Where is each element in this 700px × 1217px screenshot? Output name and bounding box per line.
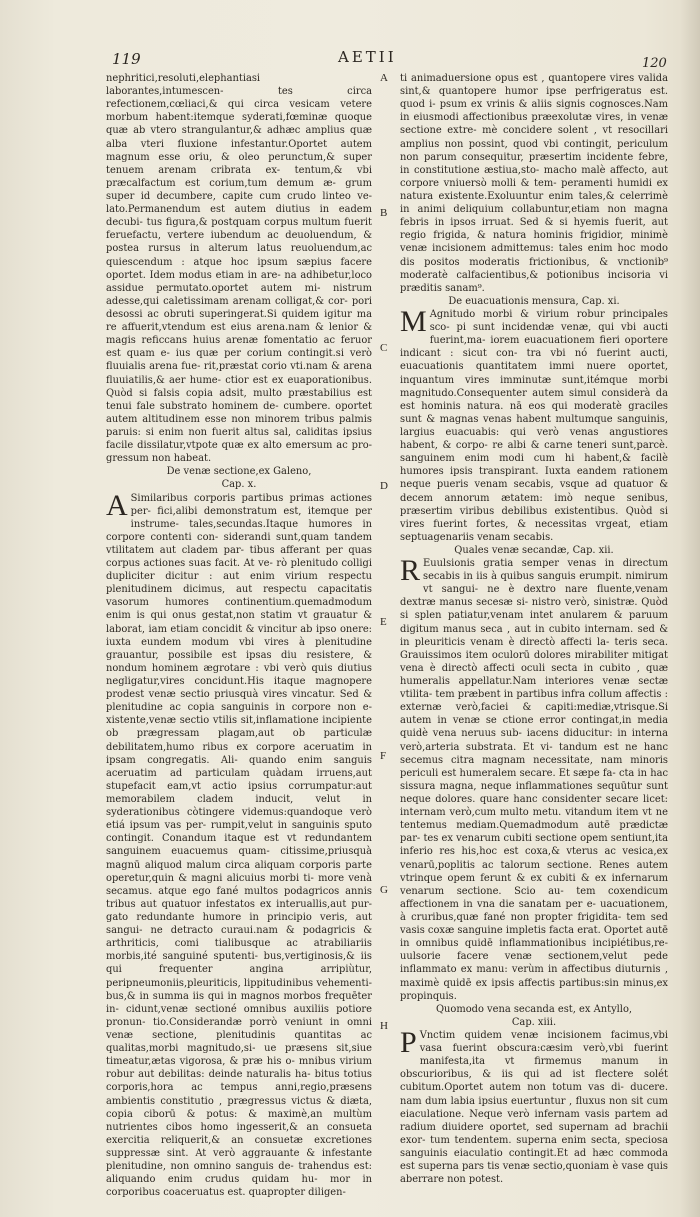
right-paragraph-3-text: Euulsionis gratia semper venas in directum secabis in iis à quibus sanguis erumpit. nimirum vt sangui- ne è dextro nare fluente,venam dextræ manus secesæ si- nistro verò, sinistræ. Quòd si splen patiatur,venam intet anularem & paruum digitum manus seca , aut in cubito internam. sed & in pleuriticis venam è directò affecti la- teris seca. Grauissimos item oculorū dolores mirabiliter mitigat vena è directò affecti oculi secta in cubito , quæ humeralis appellatur.Nam interiores venæ sectæ vtilita- tem præbent in partibus infra collum affectis : externæ verò,faciei & capiti:mediæ,vtrisque.Si autem in venæ se ctione error contingat,in media quidè vena neruus sub- iacens diducitur: in interna verò,arteria substrata. Et vi- tandum est ne hanc secemus citra magnam necessitate, nam minoris periculi est humeralem secare. Et sæpe fa- cta in hac sissura magna, neque inflammationes sequūtur sunt neque dolores. quare hanc considenter secare licet: internam verò,cum multo metu. vitandum item vt ne tentemus mediam.Quemadmodum autē prædictæ par- tes ex venarum cubiti sectione opem sentiunt,ita inferio res his,hoc est coxa,& vterus ac vesica,ex venarū,poplitis ac talorum sectione. Renes autem vtrinque opem ferunt & ex cubiti & ex infernarum venarum sectione. Scio au- tem coxendicum affectionem in vna die sanatam per e- uacuationem, à cruribus,quæ fané non propter frigidita- tem sed vasis coxæ sanguine impletis facta erat. Oportet autē in omnibus quidē inflammationibus incipiétibus,re- uulsorie facere venæ sectionem,velut pede inflammato ex manu: verùm in affectibus diuturnis , maximè quidē ex ipsis affectis partibus:sin minus,ex propinquis. bbox=[400, 558, 668, 1002]
margin-letter-e: E bbox=[380, 616, 387, 628]
margin-letter-c: C bbox=[380, 342, 388, 354]
running-title: AETII bbox=[338, 48, 397, 66]
margin-letter-b: B bbox=[380, 207, 388, 219]
page-number-left: 119 bbox=[112, 50, 141, 68]
drop-cap-m: M bbox=[400, 304, 427, 338]
margin-letter-f: F bbox=[380, 750, 387, 762]
chapter-number-xiii: Cap. xiii. bbox=[511, 1016, 557, 1028]
left-paragraph-2-text: Similaribus corporis partibus primas actiones per- fici,alibi demonstratum est, itemque per instrume- tales,secundas.Itaque humores in corpore contenti con- siderandi sunt,quam tandem vtilitatem aut cladem par- tibus afferant per quas corpus actiones suas facit. At ve- rò plenitudo colligi dupliciter dicitur : aut enim virium respectu plenitudinem dicimus, aut respectu capacitatis vasorum humores continentium.quemadmodum enim is qui onus gestat,non statim vt grauatur & laborat, iam etiam concidit & vincitur ab ipso onere: iuxta eundem modum vbi vires à plenitudine grauantur, possibile est ipsas diu resistere, & nondum hominem ægrotare : vbi verò quis diutius negligatur,vires concidunt.His itaque magnopere prodest venæ sectio priusquà vires vincatur. Sed & plenitudine ac copia sanguinis in corpore non e- xistente,venæ sectio vtilis sit,inflamatione incipiente ob prægressam plagam,aut ob particulæ debilitatem,humo ribus ex corpore aceruatim in ipsam congregatis. Ali- quando enim sanguis aceruatim ad particulam quàdam irruens,aut stupefacit eam,vt actio ipsius corrumpatur:aut memorabilem cladem inducit, velut in syderationibus còtingere videmus:quandoque verò etiá ipsum vas per- rumpit,velut in sanguinis sputo contingit. Conandum itaque est vt redundantem sanguinem euacuemus quam- citissime,priusquà magnū aliquod malum circa aliquam corporis parte operetur,quin & magni alicuius morbi ti- more venà secamus. atque ego fané multos podagricos annis tribus aut quatuor infestatos ex interuallis,aut pur- gato redundante humore in principio veris, aut sangui- ne detracto curaui.nam & podagricis & arthriticis, comi tialibusque ac atrabiliariis morbis,ité sanguiné sputenti- bus,vertiginosis,& iis qui frequenter angina arripiùtur, peripneumoniis,pleuriticis, lippitudinibus vehementi- bus,& in summa iis qui in magnos morbos frequēter in- cidunt,venæ sectioné omnibus auxiliis potiore pronun- tio.Considerandæ porrò veniunt in omni venæ sectione, plenitudinis quantitas ac qualitas,morbi magnitudo,si- ue præsens sit,siue timeatur,ætas vigorosa, & præ his o- mnibus virium robur aut debilitas: deinde naturalis ha- bitus totius corporis,hora ac tempus anni,regio,præsens ambientis constitutio , prægressus victus & diæta, copia ciborū & potus: & maximè,an multùm nutrientes cibos homo ingesserit,& an consueta exercitia reliquerit,& an consuetæ excretiones suppressæ sint. At verò aggrauante & infestante plenitudine, non omnino sanguis de- trahendus est: aliquando enim crudus quidam hu- mor in corporibus coaceruatus est. quapropter diligen- bbox=[106, 492, 372, 1199]
drop-cap-r: R bbox=[400, 554, 421, 588]
page-number-right: 120 bbox=[642, 56, 667, 71]
margin-letter-h: H bbox=[380, 1020, 388, 1032]
section-heading-quales-text: Quales venæ secandæ, bbox=[454, 544, 570, 556]
section-heading-galen: De venæ sectione,ex Galeno, bbox=[166, 466, 312, 478]
right-paragraph-4-text: Vnctim quidem venæ incisionem facimus,vbi vasa fuerint obscura:cæsim verò,vbi fuerint manifesta,ita vt firmemus manum in obscurioribus, & iis qui ad ist flectere solét cubitum.Oportet autem non totum vas di- ducere. nam dum labia ipsius euertuntur , fluxus non sit cum eiaculatione. Neque verò infernam vasis partem ad radium diuidere oportet, sed supernam ad brachii exor- tum tendentem. superna enim secta, speciosa sanguinis eiaculatio contingit.Et ad hæc commoda est superna pars tis venæ sectio,quoniam è vase quis aberrare non potest. bbox=[400, 1029, 668, 1186]
section-heading-mensura-text: De euacuationis mensura, bbox=[448, 295, 579, 307]
drop-cap-p: P bbox=[400, 1025, 417, 1059]
margin-letter-d: D bbox=[380, 480, 388, 492]
drop-cap-a: A bbox=[106, 488, 128, 522]
chapter-number-xii: Cap. xii. bbox=[572, 544, 614, 556]
right-paragraph-4 bbox=[400, 1025, 668, 1186]
section-heading-quales bbox=[400, 544, 668, 557]
chapter-number-xi: Cap. xi. bbox=[581, 295, 620, 307]
right-paragraph-3 bbox=[400, 554, 668, 1003]
chapter-number-x: Cap. x. bbox=[221, 479, 257, 491]
right-paragraph-1: ti animaduersione opus est , quantopere vires valida sint,& quantopere humor ipse perfrigeratus est. quod i- psum ex vrinis & aliis signis cognosces.Nam in eiusmodi affectionibus præexolutæ vires, in venæ sectione extre- mè concidere solent , vt resocillari amplius non possint, quod vbi contingit, periculum non parum consequitur, præsertim incidente febre, in constitutione æstiua,sto- macho malè affecto, aut corpore vniuersò molli & tem- peramenti humidi ex natura existente.Exoluuntur enim tales,& celerrimè in animi deliquium collabuntur,etiam non magna febris in ipsos irruat. Sed & si hyemis fuerit, aut regio frigida, & natura hominis frigidior, minimè venæ incisionem admittemus: tales enim hoc modo dis positos moderatis frictionibus, & vnctionib⁹ moderatè calfacientibus,& potionibus incisoria vi præditis sanam⁹. bbox=[400, 73, 668, 294]
left-paragraph-1: nephritici,resoluti,elephantiasi laborantes,intumescen- tes circa refectionem,cœliaci,& qui circa vesicam vetere morbum habent:itemque syderati,fœminæ quoque quæ ab vtero strangulantur,& adhæc amplius quæ alba vteri fluxione infestantur.Oportet autem magnum esse oriu, & oleo perunctum,& super tenuem arenam cribrata ex- tentum,& vbi præcalfactum est corium,tum demum æ- grum super id decumbere, capite cum crudo linteo ve- lato.Permanendum est autem diutius in eadem decubi- tus figura,& postquam corpus multum fuerit feruefactu, vertere iubendum ac deuoluendum, & postea rursus in alterum latus reuoluendum,ac quiescendum : atque hoc ipsum sæpius facere oportet. Idem modus etiam in are- na adhibetur,loco assidue permutato.oportet autem mi- nistrum adesse,qui caletissimam arenam colligat,& cor- pori desossi ac obruti superingerat.Si quidem igitur ma re affuerit,vtendum est eius arena.nam & lenior & magis reficcans huius arenæ fomentatio ac feruor est quam e- ius quæ per corium contingit.si verò fluuialis arena fue- rit,præstat corio vti.nam & arena fluuiatilis,& aer hume- ctior est ex euaporationibus. Quòd si falsis copia adsit, multo præstabilius est tenui fale substrato hominem de- cumbere. oportet autem altitudinem esse non minorem tribus palmis paruis: si enim non fuerit altus sal, caliditas ipsius facile dissilatur,vtpote quæ ex alto emersum ac pro- gressum non habeat. bbox=[106, 73, 372, 465]
running-header bbox=[0, 44, 700, 74]
margin-letter-g: G bbox=[380, 884, 388, 896]
section-heading-mensura bbox=[400, 295, 668, 308]
left-paragraph-2 bbox=[106, 488, 372, 1200]
section-heading-antyllus: Quomodo vena secanda est, ex Antyllo, bbox=[435, 1003, 633, 1015]
left-column bbox=[106, 72, 372, 1199]
page-edge-shadow bbox=[680, 0, 700, 1217]
right-column bbox=[400, 72, 668, 1186]
margin-letter-a: A bbox=[380, 72, 388, 84]
right-paragraph-2 bbox=[400, 304, 668, 544]
right-paragraph-2-text: Agnitudo morbi & virium robur principales sco- pi sunt incidendæ venæ, qui vbi aucti fuerint,ma- iorem euacuationem fieri oportere indicant : sicut con- tra vbi nó fuerint aucti, euacuationis quantitatem immi nuere oportet, inquantum vires imminutæ sunt,itémque morbi magnitudo.Consequenter autem simul considerà da est hominis natura. nā eos qui moderatè graciles sunt & magnas venas habent multumque sanguinis, largius euacuabis: qui verò venas angustiores habent, & corpo- re albi & carne teneri sunt,parcè. sanguinem enim modi cum hi habent,& facilè humores ipsis transpirant. Iuxta eandem rationem neque pueris venam secabis, vsque ad quatuor & decem annorum ætatem: imò neque senibus, præsertim viribus debilibus existentibus. Quòd si vires fuerint fortes, & necessitas vrgeat, etiam septuagenariis venam secabis. bbox=[400, 308, 668, 543]
